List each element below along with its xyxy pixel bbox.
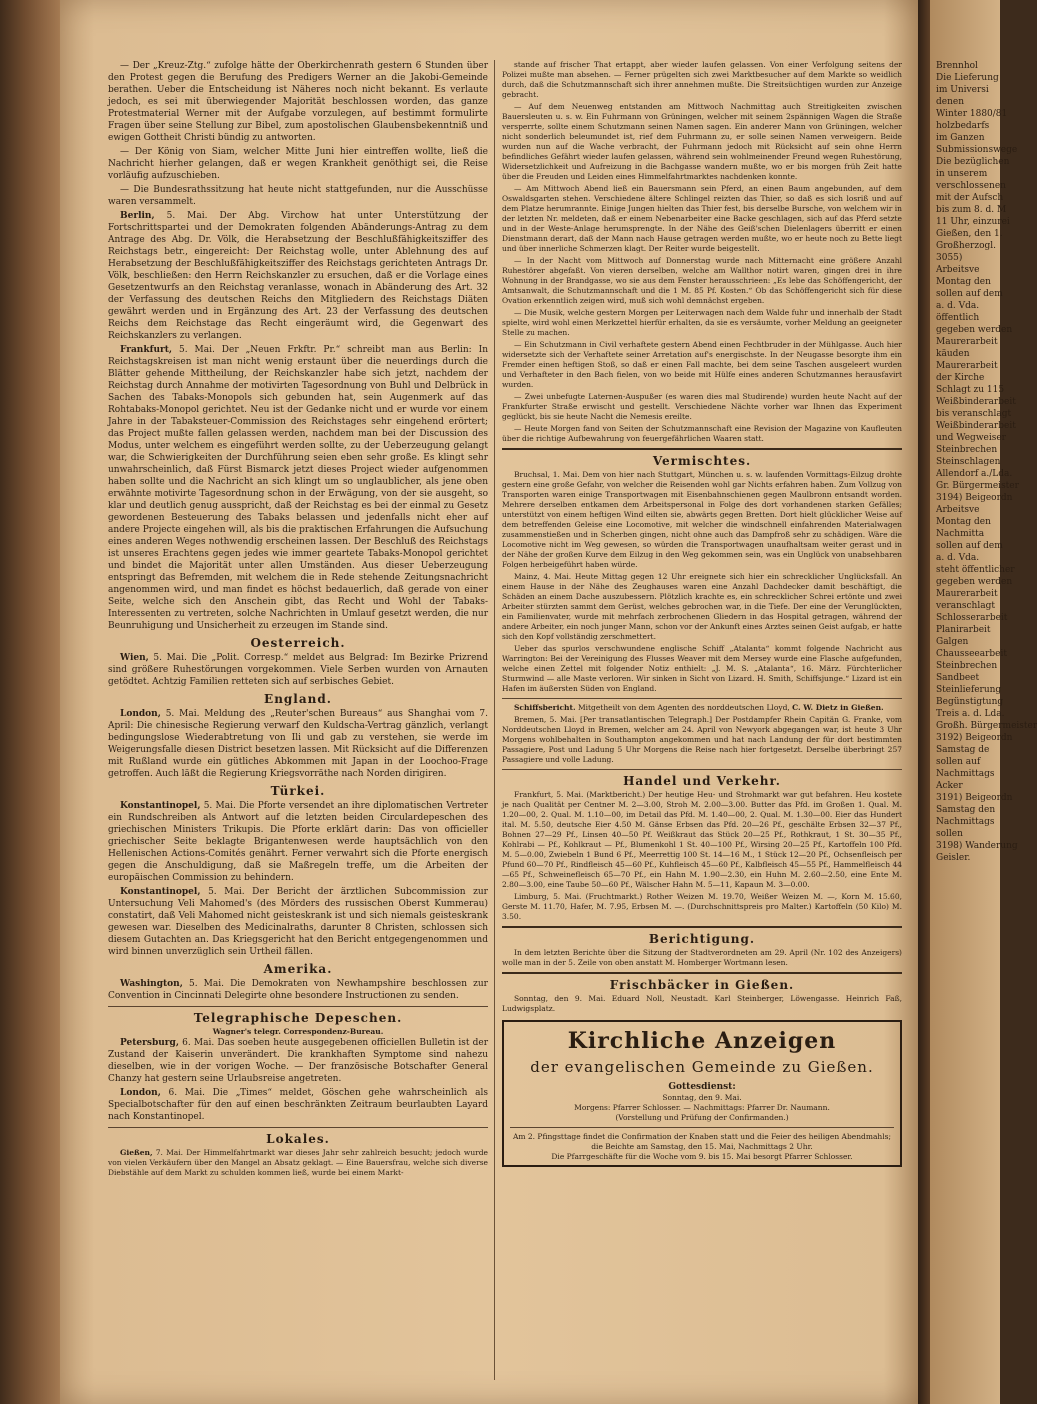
lokales-schutzmann: — Ein Schutzmann in Civil verhaftete gestern Abend einen Fechtbruder in der Mühlgasse. Auch hier widersetzte sich der Verhaftete seiner Arretation auf's energischste. In der Neugasse besorgte ihm ein Fremder einen heftigen Stoß, so daß er einen Fall machte, bei dem seine Taschen ausgeleert wurden und Verhafteter in den Bach fielen, von wo beide mit Hülfe eines anderen Schutzmannes herausfavirt wurden. — [502, 340, 902, 389]
article-wien — [108, 652, 488, 688]
article-mainz: Mainz, 4. Mai. Heute Mittag gegen 12 Uhr ereignete sich hier ein schrecklicher Unglücksfall. An einem Hause in der Nähe des Zeughauses waren eine Anzahl Dachdecker damit beschäftigt, die Schäden an einem Dache auszubessern. Plötzlich krachte es, ein schrecklicher Schrei ertönte und zwei Arbeiter stürzten sammt dem Gerüst, welches gebrochen war, in die Tiefe. Der eine der Verunglückten, ein Familienvater, wurde mit mehrfach zerbrochenen Gliedern in das Hospital getragen, während der andere Arbeiter, ein noch junger Mann, schon vor der Ankunft eines Arztes seinen Geist aufgab, er hatte sich den Kopf vollständig zerschmettert. — [502, 572, 902, 641]
article-london-2 — [108, 1087, 488, 1123]
gottesdienst-date: Sonntag, den 9. Mai. — [662, 1093, 742, 1102]
heading-kirchliche-anzeigen: Kirchliche Anzeigen — [567, 1028, 837, 1054]
berlin-text: 5. Mai. Der Abg. Virchow hat unter Unterstützung der Fortschrittspartei und der Demokraten folgenden Abänderungs-Antrag zu dem Antrage des Abg. Dr. Völk, die Herabsetzung der Beschlußfähigkeitsziffer des Reichstags betr., eingereicht: Der Reichstag wolle, unter Ablehnung des auf Herabsetzung der Beschlußfähigkeitsziffer des Reichstags gerichteten Antrags Dr. Völk, beschließen: den Herrn Reichskanzler zu ersuchen, daß er die Vorlage eines Gesetzentwurfs an den Reichstag veranlasse, wonach in Abänderung des Art. 32 der Verfassung des deutschen Reichs den Mitgliedern des Reichstags Diäten gewährt werden und in Ergänzung des Art. 23 der Verfassung des deutschen Reichs dem Reichstage das Recht eingeräumt wird, die Gegenwart des Reichskanzlers zu verlangen. — [108, 211, 488, 341]
dateline-washington: Washington, — [120, 979, 183, 989]
gottesdienst-pfarrgeschaefte: Die Pfarrgeschäfte für die Woche vom 9. bis 15. Mai besorgt Pfarrer Schlosser. — [551, 1152, 853, 1161]
dateline-konstantinopel-1: Konstantinopel, — [120, 801, 201, 811]
heading-frischbaecker: Frischbäcker in Gießen. — [609, 978, 795, 992]
divider — [502, 448, 902, 450]
london-text: 5. Mai. Meldung des „Reuter'schen Bureaus“ aus Shanghai vom 7. April: Die chinesische Regierung verwarf den Kuldscha-Vertrag gänzlich, verlangt bedingungslose Wiederabtretung von Ili und gab zu verstehen, sie werde im Weigerungsfalle diesen District besetzen lassen. Mit Rücksicht auf die Differenzen mit Rußland wurde ein gütliches Abkommen mit Japan in der Loochoo-Frage getroffen. Auch läßt die Regierung Kriegsvorräthe nach Norden dirigiren. — [108, 709, 488, 779]
article-frankfurt — [108, 344, 488, 632]
dateline-frankfurt: Frankfurt, — [120, 345, 173, 355]
dateline-giessen: Gießen, — [120, 1148, 153, 1157]
dateline-petersburg: Petersburg, — [120, 1038, 179, 1048]
divider — [502, 698, 902, 699]
article-london — [108, 708, 488, 780]
heading-telegraphische-depeschen: Telegraphische Depeschen. — [193, 1011, 403, 1025]
dateline-konstantinopel-2: Konstantinopel, — [120, 887, 201, 897]
article-siam: — Der König von Siam, welcher Mitte Juni hier eintreffen wollte, ließ die Nachricht hierher gelangen, daß er wegen Krankheit genöthigt sei, die Reise vorläufig aufzuschieben. — [108, 147, 488, 181]
heading-handel: Handel und Verkehr. — [623, 774, 781, 788]
book-gutter — [918, 0, 930, 1404]
konst2-text: 5. Mai. Der Bericht der ärztlichen Subcommission zur Untersuchung Veli Mahomed's (des Mörders des russischen Oberst Kummerau) constatirt, daß Veli Mahomed nicht geisteskrank ist und sich niemals geisteskrank gewesen war. Dieselben des Medicinalraths, darunter 8 Christen, schlossen sich diesem Gutachten an. Das Kriegsgericht hat den Bericht entgegengenommen und wird binnen unverzüglich sein Urtheil fällen. — [108, 887, 488, 957]
dateline-london-2: London, — [120, 1088, 161, 1098]
giessen-text: 7. Mai. Der Himmelfahrtmarkt war dieses Jahr sehr zahlreich besucht; jedoch wurde von vielen Verkäufern über den Mangel an Absatz geklagt. — Eine Bauersfrau, welche sich diverse Diebstähle auf dem Markt zu schulden kommen ließ, wurde bei einem Markt- — [108, 1148, 488, 1177]
washington-text: 5. Mai. Die Demokraten von Newhampshire beschlossen zur Convention in Cincinnati Delegirte ohne besondere Instructionen zu senden. — [108, 979, 488, 1001]
wien-text: 5. Mai. Die „Polit. Corresp.“ meldet aus Belgrad: Im Bezirke Prizrend sind größere Ruhestörungen vorgekommen. Viele Serben wurden von Arnauten getödtet. Achtzig Familien retteten sich auf serbisches Gebiet. — [108, 653, 488, 687]
dateline-wien: Wien, — [120, 653, 149, 663]
dateline-london: London, — [120, 709, 161, 719]
heading-lokales: Lokales. — [266, 1132, 330, 1146]
heading-schiffsbericht: Schiffsbericht. — [514, 703, 576, 712]
article-kreuz-ztg: — Der „Kreuz-Ztg.“ zufolge hätte der Oberkirchenrath gestern 6 Stunden über den Protest gegen die Berufung des Predigers Werner an die Jakobi-Gemeinde berathen. Ueber die Entscheidung ist Näheres noch nicht bekannt. Es verlaute jedoch, es sei mit überwiegender Majorität beschlossen worden, das ganze Protestmaterial Werner mit der Aufgabe vorzulegen, auf bestimmt formulirte Fragen über seine Stellung zur Bibel, zum apostolischen Glaubensbekenntniß und ewigen Gottheit Christi bündig zu antworten. — [108, 61, 488, 143]
heading-gottesdienst: Gottesdienst: — [668, 1082, 736, 1092]
petersburg-text: 6. Mai. Das soeben heute ausgegebenen officiellen Bulletin ist der Zustand der Kaiserin unverändert. Die krankhaften Symptome sind nahezu dieselben, wie in der vorigen Woche. — Der französische Botschafter General Chanzy hat gestern seine Urlaubsreise angetreten. — [108, 1038, 488, 1084]
heading-tuerkei: Türkei. — [270, 784, 326, 798]
heading-oesterreich: Oesterreich. — [250, 636, 346, 650]
heading-england: England. — [264, 692, 332, 706]
article-washington — [108, 978, 488, 1002]
divider — [502, 972, 902, 974]
dateline-berlin: Berlin, — [120, 211, 155, 221]
column-rule — [494, 60, 495, 1380]
heading-vermischtes: Vermischtes. — [652, 454, 752, 468]
konst1-text: 5. Mai. Die Pforte versendet an ihre diplomatischen Vertreter ein Rundschreiben als Antwort auf die letzten beiden Circulardepeschen des griechischen Ministers Trikupis. Die Pforte erklärt darin: Das von officieller griechischer Seite beklagte Brigantenwesen werde hauptsächlich von den Hellenischen Actions-Comités genährt. Ferner verwahrt sich die Pforte energisch gegen die Anschuldigung, daß sie Maßregeln treffe, um die Arbeiten der europäischen Commission zu behindern. — [108, 801, 488, 883]
article-konstantinopel-1 — [108, 800, 488, 884]
kirchliche-anzeigen-box — [502, 1020, 902, 1167]
divider — [108, 1006, 488, 1007]
lokales-neuenweg: — Auf dem Neuenweg entstanden am Mittwoch Nachmittag auch Streitigkeiten zwischen Bauersleuten u. s. w. Ein Fuhrmann von Grüningen, welcher mit seinem 2spännigen Wagen die Straße versperrte, sollte einem Schutzmann seinen Namen sagen. Ein anderer Mann von Grüningen, welcher nicht sonderlich beleumundet ist, rief dem Fuhrmann zu, er solle seinen Namen verweigern. Beide wurden nun auf die Wache verbracht, der Fuhrmann jedoch mit Rücksicht auf sein ohne Herrn befindliches Gefährt wieder laufen gelassen, während sein wohlmeinender Freund wegen Ruhestörung, Widersetzlichkeit und Aufreizung in die Bachgasse wandern mußte, wo er bis morgen früh Zeit hatte über die Freuden und Leiden eines Himmelfahrtmarktes nachdenken konnte. — [502, 102, 902, 181]
article-bremen: Bremen, 5. Mai. [Per transatlantischen Telegraph.] Der Postdampfer Rhein Capitän G. Franke, vom Norddeutschen Lloyd in Bremen, welcher am 24. April von Newyork abgegangen war, ist heute 3 Uhr Morgens wohlbehalten in Southampton angekommen und hat nach Landung der für dort bestimmten Passagiere, Post und Ladung 5 Uhr Morgens die Reise nach hier fortgesetzt. Derselbe überbringt 257 Passagiere und volle Ladung. — [502, 715, 902, 764]
column-left — [108, 60, 488, 1390]
frankfurt-text: 5. Mai. Der „Neuen Frkftr. Pr.“ schreibt man aus Berlin: In Reichstagskreisen ist man nicht wenig erstaunt über die neuerdings durch die Blätter gehende Mittheilung, der Reichskanzler habe sich jetzt, nachdem der Reichstag durch Annahme der motivirten Tagesordnung von Buhl und Delbrück in Sachen des Tabaks-Monopols sich gebunden hat, sein Augenmerk auf das Rohtabaks-Monopol gerichtet. Neu ist der Gedanke nicht und er wurde vor einem Jahre in der Tabaksteuer-Commission des Reichstages sehr eingehend erörtert; das Project mußte fallen gelassen werden, nachdem man bei der Discussion des Modus, unter welchem es eingeführt werden sollte, zu der Ueberzeugung gelangt war, die Schwierigkeiten der Durchführung seien eben sehr große. Es klingt sehr unwahrscheinlich, daß Fürst Bismarck jetzt dieses Project wieder aufgenommen haben sollte und die Nachricht an sich klingt um so unglaublicher, als jene oben erwähnte motivirte Tagesordnung schon in der Erwägung, von der sie ausgeht, so klar und deutlich genug ausspricht, daß der Reichstag es bei der einmal zu Gesetz gewordenen Besteuerung des Tabaks belassen und jedenfalls nicht eher auf andere Projecte eingehen will, als bis die praktischen Erfahrungen die Aufsuchung eines anderen Weges nothwendig erscheinen lassen. Der Beschluß des Reichstags ist unseres Erachtens gegen jedes wie immer geartete Tabaks-Monopol gerichtet und bindet die Majorität unter allen Umständen. Aus dieser Ueberzeugung entspringt das Befremden, mit welchem die in Rede stehende Zeitungsnachricht angenommen wird, und man findet es höchst bedauerlich, daß gerade von einer Seite, welche sich den Anschein gibt, das Recht und Wohl der Tabaks-Interessenten zu vertreten, solche Nachrichten in Umlauf gesetzt werden, die nur Beunruhigung und Unsicherheit zu erzeugen im Stande sind. — [108, 345, 488, 631]
article-bundesrat: — Die Bundesrathssitzung hat heute nicht stattgefunden, nur die Ausschüsse waren versammelt. — [108, 185, 488, 207]
lokales-laternen: — Zwei unbefugte Laternen-Auspußer (es waren dies mal Studirende) wurden heute Nacht auf der Frankfurter Straße erwischt und gestellt. Verschiedene Nächte vorher war Ihnen das Experiment geglückt, bis sie heute Nacht die Nemesis ereilte. — [502, 392, 902, 421]
marktbericht-frankfurt: Frankfurt, 5. Mai. (Marktbericht.) Der heutige Heu- und Strohmarkt war gut befahren. Heu kostete je nach Qualität per Centner M. 2—3.00, Stroh M. 2.00—3.00. Butter das Pfd. im Großen 1. Qual. M. 1.20—00, 2. Qual. M. 1.10—00, im Detail das Pfd. M. 1.40—00, 2. Qual. M. 1.30—00. Eier das Hundert ital. M. 5.50, deutsche Eier 4.50 M. Gänse Erbsen das Pfd. 20—26 Pf., geschälte Erbsen 32—37 Pf., Bohnen 27—29 Pf., Linsen 40—50 Pf. Weißkraut das Stück 20—25 Pf., Rothkraut, 1 St. 30—35 Pf., Kohlrabi — Pf., Kohlkraut — Pf., Blumenkohl 1 St. 40—100 Pf., Wirsing 20—25 Pf., Kartoffeln 100 Pfd. M. 5—0.00, Zwiebeln 1 Bund 6 Pf., Meerrettig 100 St. 14—16 M., 1 Stück 12—20 Pf., Ochsenfleisch per Pfund 60—70 Pf., Rindfleisch 45—60 Pf., Kuhfleisch 45—60 Pf., Kalbfleisch 45—55 Pf., Hammelfleisch 44—65 Pf., Schweinefleisch 65—70 Pf., ein Hahn M. 1.90—2.30, ein Huhn M. 2.60—2.50, eine Ente M. 2.80—3.00, eine Taube 50—60 Pf., Wälscher Hahn M. 5—11, Kapaun M. 3—0.00. — [502, 790, 902, 889]
lokales-revision: — Heute Morgen fand von Seiten der Schutzmannschaft eine Revision der Magazine von Kaufleuten über die richtige Aufbewahrung von feuergefährlichen Waaren statt. — [502, 424, 902, 443]
lokales-continued: stande auf frischer That ertappt, aber wieder laufen gelassen. Von einer Verfolgung seitens der Polizei mußte man absehen. — Ferner prügelten sich zwei Marktbesucher auf dem Markte so weidlich durch, daß die Schutzmannschaft sich ihrer annehmen mußte. Die Streitsüchtigen wurden zur Anzeige gebracht. — [502, 60, 902, 99]
lokales-pferd: — Am Mittwoch Abend ließ ein Bauersmann sein Pferd, an einen Baum angebunden, auf dem Oswaldsgarten stehen. Verschiedene ältere Schlingel reizten das Thier, so daß es sich losriß und auf dem Platze herumrannte. Einige Jungen hielten das Thier fest, bis derselbe Bursche, von welchem wir in der letzten Nr. meldeten, daß er einem Nebenarbeiter eine Backe geschlagen, sich auf das Pferd setzte und in der Weste-Anlage herumsprengte. In der Nähe des Geiß'schen Dielenlagers überritt er einen Dienstmann derart, daß der Mann nach Hause getragen werden mußte, wo er heute noch zu Bette liegt und über innerliche Schmerzen klagt. Der Reiter wurde beigestellt. — [502, 184, 902, 253]
schiff-agent: C. W. Dietz in Gießen. — [792, 703, 884, 712]
article-konstantinopel-2 — [108, 886, 488, 958]
gottesdienst-pfingsten: Am 2. Pfingsttage findet die Confirmation der Knaben statt und die Feier des heiligen Abendmahls; die Beichte am Samstag, den 15. Mai, Nachmittags 2 Uhr. — [512, 1132, 892, 1151]
article-berlin — [108, 210, 488, 342]
book-spine — [0, 0, 60, 1404]
heading-amerika: Amerika. — [263, 962, 333, 976]
divider — [502, 926, 902, 928]
lokales-musik: — Die Musik, welche gestern Morgen per Leiterwagen nach dem Walde fuhr und innerhalb der Stadt spielte, wird wohl einen Merkzettel hierfür erhalten, da sie es versäumte, vorher Meldung an geeigneter Stelle zu machen. — [502, 308, 902, 337]
heading-berichtigung: Berichtigung. — [648, 932, 756, 946]
article-giessen — [108, 1148, 488, 1178]
schiff-sub: Mitgetheilt von dem Agenten des norddeutschen Lloyd, — [577, 703, 790, 712]
divider — [510, 1127, 894, 1128]
kirchliche-subheading: der evangelischen Gemeinde zu Gießen. — [530, 1058, 874, 1076]
telegr-bureau: Wagner's telegr. Correspondenz-Bureau. — [212, 1027, 384, 1036]
article-bruchsal: Bruchsal, 1. Mai. Dem von hier nach Stuttgart, München u. s. w. laufenden Vormittags-Eilzug drohte gestern eine große Gefahr, von welcher die Reisenden wohl gar Nichts erfahren haben. Zum Vollzug von Transporten waren einige Transportwagen mit Eisenbahnschienen gegen Maulbronn entsandt worden. Mehrere derselben entkamen dem Arbeitspersonal in Folge des dort vorhandenen starken Gefälles; unterstützt von einem heftigen Wind eilten sie, abwärts gegen Bretten. Dort hielt glücklicher Weise auf dem betreffenden Geleise eine Locomotive, mit welcher die windschnell einfahrenden Materialwagen zusammenstießen und in Scherben gingen, nicht ohne auch das Dampfroß sehr zu schädigen. Wäre die Locomotive nicht im Weg gewesen, so würden die Transportwagen unaufhaltsam weiter gerast und in der Nähe der großen Kurve dem Eilzug in den Weg gekommen sein, was ein Unglück von unabsehbaren Folgen herbeigeführt haben würde. — [502, 470, 902, 569]
frischbaecker-text: Sonntag, den 9. Mai. Eduard Noll, Neustadt. Karl Steinberger, Löwengasse. Heinrich Faß, Ludwigsplatz. — [502, 994, 902, 1013]
lokales-ruhestoerer: — In der Nacht vom Mittwoch auf Donnerstag wurde nach Mitternacht eine größere Anzahl Ruhestörer abgefaßt. Von vieren derselben, welche am Wallthor notirt waren, gingen drei in ihre Wohnung in der Brandgasse, wo sie aus dem Fenster herausschrieen: „Es lebe das Schöffengericht, der Amtsanwalt, die Schutzmannschaft und die 1 M. 85 Pf. Kosten.“ Ob das Schöffengericht sich für diese Ovation erkenntlich zeigen wird, muß sich wohl demnächst ergeben. — [502, 256, 902, 305]
divider — [502, 769, 902, 770]
article-atalanta: Ueber das spurlos verschwundene englische Schiff „Atalanta“ kommt folgende Nachricht aus Warrington: Bei der Vereinigung des Flusses Weaver mit dem Mersey wurde eine Flasche aufgefunden, welche einen Zettel mit folgender Notiz enthielt: „J. M. S. „Atalanta“, 16. März. Fürchterlicher Sturmwind — alle Maste verloren. Wir sinken in Sicht von Lizard. H. Smith, Schiffsjunge.“ Lizard ist ein Hafen im äußersten Süden von England. — [502, 644, 902, 693]
schiffsbericht-header — [502, 703, 902, 713]
divider — [108, 1127, 488, 1128]
gottesdienst-confirmanden: (Vorstellung und Prüfung der Confirmanden.) — [615, 1113, 789, 1122]
berichtigung-text: In dem letzten Berichte über die Sitzung der Stadtverordneten am 29. April (Nr. 102 des Anzeigers) wolle man in der 5. Zeile von oben anstatt M. Homberger Wortmann lesen. — [502, 948, 902, 967]
adjacent-page-text: Brennhol Die Lieferung im Universi denen Winter 1880/81 holzbedarfs im Ganzen Submissionswege Die bezüglichen in unserem verschlossenen mit der Aufsch bis zum 8. d. M 11 Uhr, einzurei Gießen, den 1. Großherzogl. 3055) Arbeitsve Montag den sollen auf dem a. d. Vda. öffentlich gegeben werden Maurerarbeit käuden Maurerarbeit der Kirche Schlagt zu 115 Weißbinderarbeit bis veranschlagt Weißbinderarbeit und Wegweiser Steinbrechen Steinschlagen Allendorf a./Lda. Gr. Bürgermeister 3194) Beigeordn Arbeitsve Montag den Nachmitta sollen auf dem a. d. Vda. steht öffentlicher gegeben werden Maurerarbeit veranschlagt Schlosserarbeit Planirarbeit Galgen Chausseearbeit Steinbrechen Sandbeet Steinlieferung Begünstigtung Treis a. d. Lda. Großh. Bürgermeister 3192) Beigeordn Samstag de sollen auf Nachmittags Acker 3191) Beigeordn Samstag den Nachmittags sollen 3198) Wanderung Geisler. — [936, 61, 1037, 863]
column-right — [502, 60, 902, 1390]
gottesdienst-pfarrer: Morgens: Pfarrer Schlosser. — Nachmittags: Pfarrer Dr. Naumann. — [574, 1103, 830, 1112]
fruchtmarkt-limburg: Limburg, 5. Mai. (Fruchtmarkt.) Rother Weizen M. 19.70, Weißer Weizen M. —, Korn M. 15.60, Gerste M. 11.70, Hafer, M. 7.95, Erbsen M. —. (Durchschnittspreis pro Malter.) Kartoffeln (50 Kilo) M. 3.50. — [502, 892, 902, 921]
article-petersburg — [108, 1037, 488, 1085]
london2-text: 6. Mai. Die „Times“ meldet, Göschen gehe wahrscheinlich als Specialbotschafter für den auf einen beschränkten Zeitraum beurlaubten Layard nach Konstantinopel. — [108, 1088, 488, 1122]
adjacent-page — [930, 0, 1037, 1404]
